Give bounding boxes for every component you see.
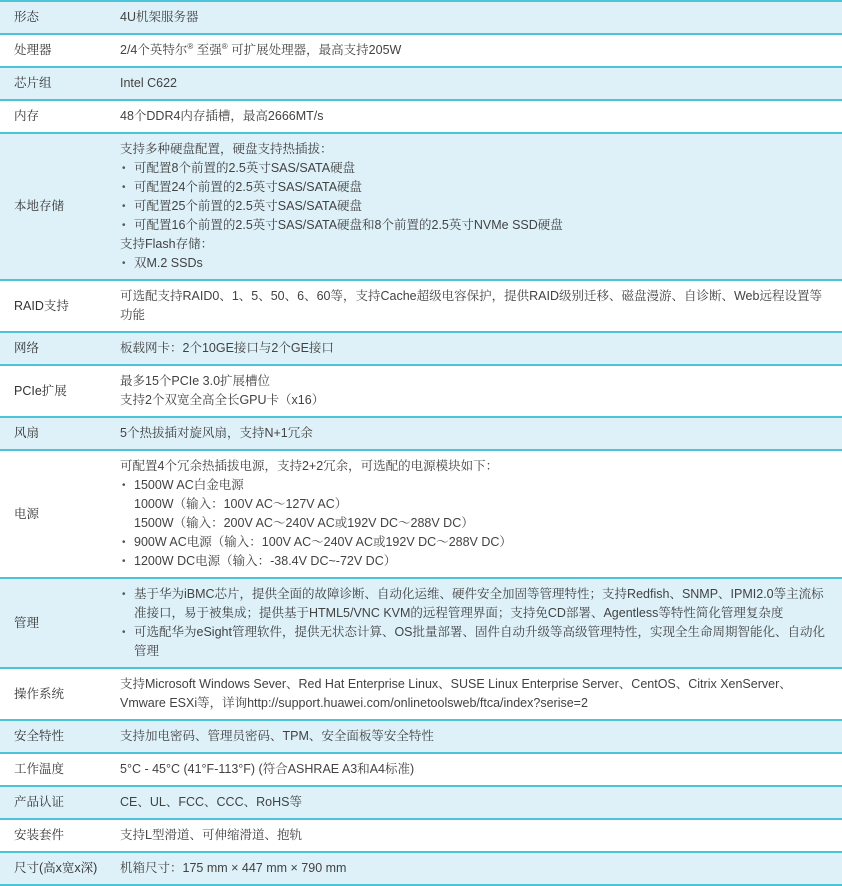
spec-label: 内存 [14,109,40,123]
spec-value [120,333,842,364]
spec-label: PCIe扩展 [14,383,67,398]
spec-value [120,820,842,851]
spec-line [120,197,828,216]
bullet-icon: • [122,627,126,638]
spec-line [120,216,828,235]
spec-line [120,287,828,325]
spec-line-text: 可配置25个前置的2.5英寸SAS/SATA硬盘 [134,199,363,213]
spec-row [0,787,842,820]
spec-label: 网络 [14,341,40,355]
spec-line [120,372,828,391]
spec-value [120,579,842,667]
spec-line-text: 支持2个双宽全高全长GPU卡（x16） [120,393,325,407]
spec-line-text: 5°C - 45°C (41°F-113°F) (符合ASHRAE A3和A4标准) [120,762,415,776]
spec-line-text: 支持加电密码、管理员密码、TPM、安全面板等安全特性 [120,729,434,743]
spec-label: RAID支持 [14,298,69,313]
spec-label: 安装套件 [14,828,65,842]
spec-row [0,101,842,134]
spec-line-text: CE、UL、FCC、CCC、RoHS等 [120,795,302,809]
spec-line [120,585,828,623]
spec-label: 处理器 [14,43,52,57]
spec-row [0,853,842,886]
spec-line-text: 最多15个PCIe 3.0扩展槽位 [120,374,271,388]
spec-row [0,2,842,35]
spec-label: 形态 [14,10,40,24]
spec-row [0,418,842,451]
spec-line [120,339,828,358]
spec-row [0,134,842,281]
spec-line-text: 支持多种硬盘配置，硬盘支持热插拔： [120,142,333,156]
spec-line-text: 900W AC电源（输入：100V AC～240V AC或192V DC～288V DC） [134,535,512,549]
spec-line-text: 5个热拔插对旋风扇，支持N+1冗余 [120,426,313,440]
spec-line-text: 双M.2 SSDs [134,256,203,270]
spec-row [0,669,842,721]
spec-row [0,721,842,754]
spec-line [120,140,828,159]
spec-value [120,754,842,785]
spec-line-text: 可配置24个前置的2.5英寸SAS/SATA硬盘 [134,180,363,194]
spec-row [0,333,842,366]
bullet-icon: • [122,589,126,600]
spec-label: 风扇 [14,426,40,440]
spec-line-text: 可配置8个前置的2.5英寸SAS/SATA硬盘 [134,161,356,175]
spec-label: 芯片组 [14,76,52,90]
spec-label: 管理 [14,615,40,630]
spec-line [120,457,828,476]
spec-line [120,675,828,713]
spec-row [0,820,842,853]
spec-value [120,451,842,577]
spec-value [120,366,842,416]
spec-line [120,793,828,812]
spec-line [120,178,828,197]
spec-value [120,2,842,33]
spec-row [0,35,842,68]
bullet-icon: • [122,163,126,174]
spec-line [120,552,828,571]
spec-row [0,451,842,579]
spec-line [120,533,828,552]
spec-label: 工作温度 [14,762,65,776]
spec-line-text: 1200W DC电源（输入：-38.4V DC~-72V DC） [134,554,397,568]
spec-line [120,623,828,661]
spec-line [120,159,828,178]
spec-value [120,35,842,66]
spec-line [120,476,828,495]
spec-line-text: 机箱尺寸：175 mm × 447 mm × 790 mm [120,861,347,875]
spec-line-text: 基于华为iBMC芯片，提供全面的故障诊断、自动化运维、硬件安全加固等管理特性；支持Redfish、SNMP、IPMI2.0等主流标准接口，易于被集成；提供基于HTML5/VNC KVM的远程管理界面；支持免CD部署、Agentless等特性简化管理复杂度 [134,587,824,620]
spec-line [120,107,828,126]
spec-line [120,826,828,845]
spec-line [120,235,828,254]
spec-row [0,281,842,333]
spec-line-text: 支持L型滑道、可伸缩滑道、抱轨 [120,828,302,842]
spec-line [120,760,828,779]
spec-label: 安全特性 [14,729,65,743]
spec-line-text: Intel C622 [120,76,177,90]
spec-line-text: 1500W AC白金电源 [134,478,244,492]
spec-line-text: 1500W（输入：200V AC～240V AC或192V DC～288V DC） [134,516,474,530]
bullet-icon: • [122,182,126,193]
spec-line [120,74,828,93]
spec-line-text: 可选配支持RAID0、1、5、50、6、60等，支持Cache超级电容保护，提供RAID级别迁移、磁盘漫游、自诊断、Web远程设置等功能 [120,289,822,322]
spec-line-text: 48个DDR4内存插槽，最高2666MT/s [120,109,324,123]
spec-value [120,418,842,449]
spec-value [120,787,842,818]
spec-line-text: 可配置16个前置的2.5英寸SAS/SATA硬盘和8个前置的2.5英寸NVMe SSD硬盘 [134,218,563,232]
spec-value [120,721,842,752]
spec-value [120,134,842,279]
spec-label: 本地存储 [14,199,65,213]
spec-line-text: 支持Microsoft Windows Sever、Red Hat Enterprise Linux、SUSE Linux Enterprise Server、CentOS、Citrix XenServer、Vmware ESXi等，详询http://support.huawei.com/onlinetoolsweb/ftca/index?serise=2 [120,677,792,710]
spec-value [120,281,842,331]
bullet-icon: • [122,537,126,548]
spec-line [120,8,828,27]
spec-line [120,859,828,878]
spec-line-text: 支持Flash存储： [120,237,214,251]
spec-line [120,514,828,533]
bullet-icon: • [122,258,126,269]
bullet-icon: • [122,556,126,567]
spec-label: 电源 [14,506,40,521]
bullet-icon: • [122,480,126,491]
spec-value [120,68,842,99]
spec-line [120,727,828,746]
spec-line-text: 1000W（输入：100V AC～127V AC） [134,497,348,511]
spec-label: 产品认证 [14,795,65,809]
spec-line [120,254,828,273]
spec-label: 尺寸(高x宽x深) [14,861,98,875]
spec-value [120,101,842,132]
spec-row [0,754,842,787]
spec-line-text: 2/4个英特尔® 至强® 可扩展处理器，最高支持205W [120,41,402,57]
spec-row [0,579,842,669]
spec-line [120,424,828,443]
spec-label: 操作系统 [14,686,65,701]
spec-line [120,495,828,514]
spec-line [120,391,828,410]
spec-value [120,853,842,884]
spec-line-text: 可选配华为eSight管理软件，提供无状态计算、OS批量部署、固件自动升级等高级管理特性，实现全生命周期智能化、自动化管理 [134,625,826,658]
spec-row [0,68,842,101]
spec-line-text: 板载网卡：2个10GE接口与2个GE接口 [120,341,334,355]
spec-line [120,41,828,60]
spec-line-text: 4U机架服务器 [120,10,199,24]
spec-row [0,366,842,418]
bullet-icon: • [122,220,126,231]
spec-value [120,669,842,719]
bullet-icon: • [122,201,126,212]
spec-line-text: 可配置4个冗余热插拔电源，支持2+2冗余，可选配的电源模块如下： [120,459,499,473]
